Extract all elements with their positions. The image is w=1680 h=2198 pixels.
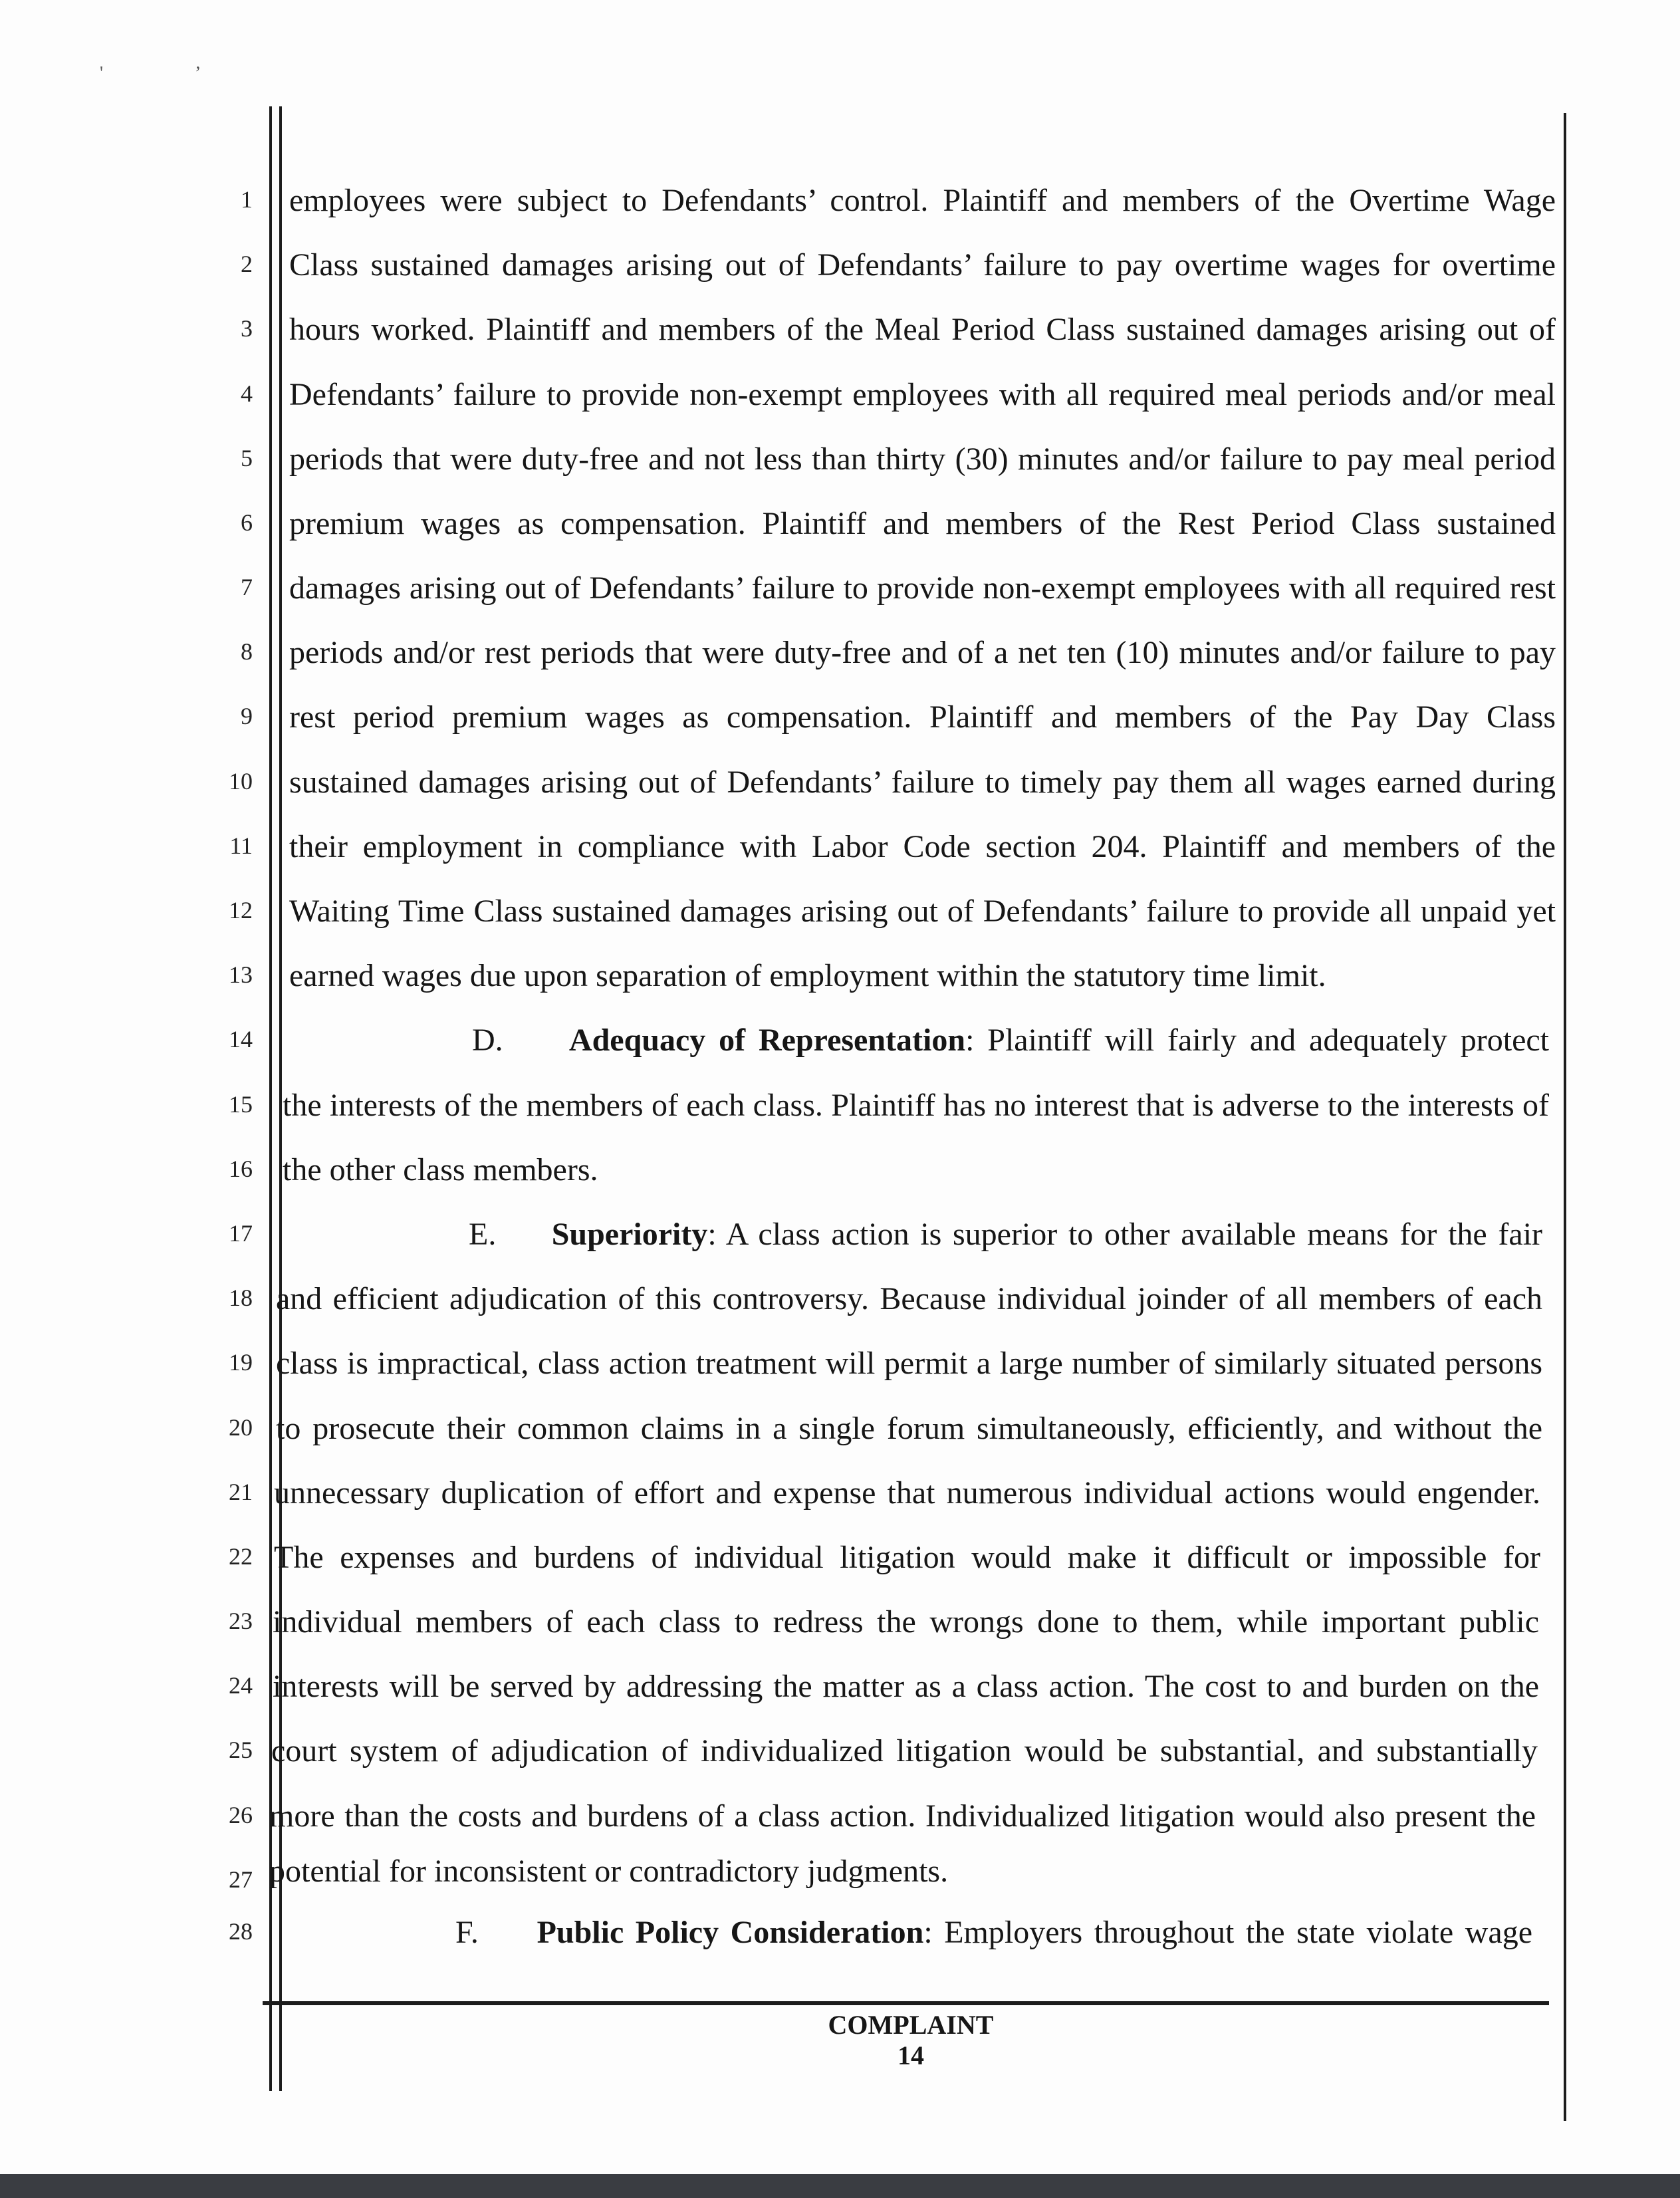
- section-d-line: [472, 1021, 1549, 1060]
- line-number: 14: [229, 1026, 253, 1052]
- text-line: Class sustained damages arising out of Defendants’ failure to pay overtime wages for overtime: [289, 247, 1556, 283]
- line-number: 12: [229, 897, 253, 923]
- line-number: 25: [229, 1737, 253, 1763]
- line-number: 23: [229, 1608, 253, 1634]
- line-number: 3: [241, 315, 253, 342]
- line-number: 27: [229, 1866, 253, 1893]
- section-heading: Adequacy of Representation: [568, 1023, 966, 1058]
- text-line: rest period premium wages as compensation. Plaintiff and members of the Pay Day Class: [289, 699, 1556, 735]
- section-heading: Superiority: [551, 1217, 708, 1252]
- text-line: individual members of each class to redress the wrongs done to them, while important public: [273, 1604, 1539, 1640]
- text-line: to prosecute their common claims in a single forum simultaneously, efficiently, and without the: [276, 1411, 1542, 1446]
- section-letter: E.: [469, 1217, 497, 1252]
- section-letter: D.: [472, 1023, 503, 1058]
- footer-title: COMPLAINT: [828, 2010, 994, 2040]
- text-line: interests will be served by addressing the matter as a class action. The cost to and burden on the: [273, 1669, 1539, 1704]
- line-number: 21: [229, 1479, 253, 1505]
- line-number: 11: [229, 832, 253, 859]
- section-e-line: [469, 1215, 1542, 1255]
- section-text: : A class action is superior to other available means for the fair: [707, 1217, 1543, 1252]
- text-line: the other class members.: [283, 1152, 598, 1187]
- line-number: 19: [229, 1349, 253, 1376]
- left-margin-rule: [269, 106, 272, 2091]
- text-line: and efficient adjudication of this controversy. Because individual joinder of all members of each: [276, 1281, 1542, 1316]
- text-line: Defendants’ failure to provide non-exempt employees with all required meal periods and/or meal: [289, 377, 1556, 412]
- line-number: 26: [229, 1802, 253, 1828]
- section-text: : Employers throughout the state violate wage: [923, 1915, 1533, 1950]
- section-heading: Public Policy Consideration: [537, 1915, 924, 1950]
- page-number: 14: [898, 2040, 924, 2070]
- scan-mark: ’: [195, 63, 201, 84]
- text-line: The expenses and burdens of individual litigation would make it difficult or impossible for: [274, 1540, 1540, 1575]
- line-number: 8: [241, 638, 253, 665]
- text-line: employees were subject to Defendants’ control. Plaintiff and members of the Overtime Wage: [289, 183, 1556, 218]
- scanner-edge: [0, 2174, 1680, 2198]
- text-line: more than the costs and burdens of a class action. Individualized litigation would also present the: [269, 1798, 1536, 1834]
- text-line: Waiting Time Class sustained damages arising out of Defendants’ failure to provide all unpaid yet: [289, 894, 1556, 929]
- text-line: premium wages as compensation. Plaintiff and members of the Rest Period Class sustained: [289, 506, 1556, 541]
- left-margin-rule: [279, 106, 282, 2091]
- footer-rule: [263, 2001, 1549, 2005]
- line-number: 20: [229, 1414, 253, 1441]
- text-line: damages arising out of Defendants’ failure to provide non-exempt employees with all required rest: [289, 570, 1556, 606]
- line-number: 1: [241, 186, 253, 213]
- line-number: 13: [229, 961, 253, 988]
- line-number: 10: [229, 768, 253, 794]
- right-margin-rule: [1564, 113, 1566, 2121]
- line-number: 18: [229, 1284, 253, 1311]
- text-line: class is impractical, class action treatment will permit a large number of similarly situated persons: [276, 1346, 1542, 1381]
- text-line: their employment in compliance with Labor Code section 204. Plaintiff and members of the: [289, 829, 1556, 864]
- line-number: 9: [241, 703, 253, 729]
- text-line: periods that were duty-free and not less than thirty (30) minutes and/or failure to pay meal period: [289, 441, 1556, 477]
- line-number: 24: [229, 1672, 253, 1699]
- line-number: 2: [241, 251, 253, 277]
- line-number: 4: [241, 380, 253, 407]
- line-number: 22: [229, 1543, 253, 1570]
- line-number: 28: [229, 1918, 253, 1945]
- line-number: 5: [241, 445, 253, 471]
- text-line: unnecessary duplication of effort and expense that numerous individual actions would engender.: [274, 1475, 1540, 1511]
- scan-mark: ': [100, 63, 104, 84]
- line-number: 17: [229, 1220, 253, 1247]
- section-f-line: [455, 1913, 1532, 1953]
- text-line: the interests of the members of each class. Plaintiff has no interest that is adverse to the interests of: [283, 1088, 1549, 1123]
- line-number: 16: [229, 1156, 253, 1182]
- section-letter: F.: [455, 1915, 479, 1950]
- section-text: : Plaintiff will fairly and adequately protect: [965, 1023, 1550, 1058]
- text-line: court system of adjudication of individualized litigation would be substantial, and substantially: [271, 1733, 1538, 1769]
- line-number: 15: [229, 1091, 253, 1118]
- text-line: sustained damages arising out of Defendants’ failure to timely pay them all wages earned during: [289, 765, 1556, 800]
- text-line: potential for inconsistent or contradictory judgments.: [269, 1854, 949, 1889]
- line-number: 6: [241, 509, 253, 536]
- line-number: 7: [241, 574, 253, 600]
- text-line: periods and/or rest periods that were duty-free and of a net ten (10) minutes and/or failure to pay: [289, 635, 1556, 670]
- text-line: hours worked. Plaintiff and members of the Meal Period Class sustained damages arising out of: [289, 312, 1556, 347]
- text-line: earned wages due upon separation of employment within the statutory time limit.: [289, 958, 1326, 993]
